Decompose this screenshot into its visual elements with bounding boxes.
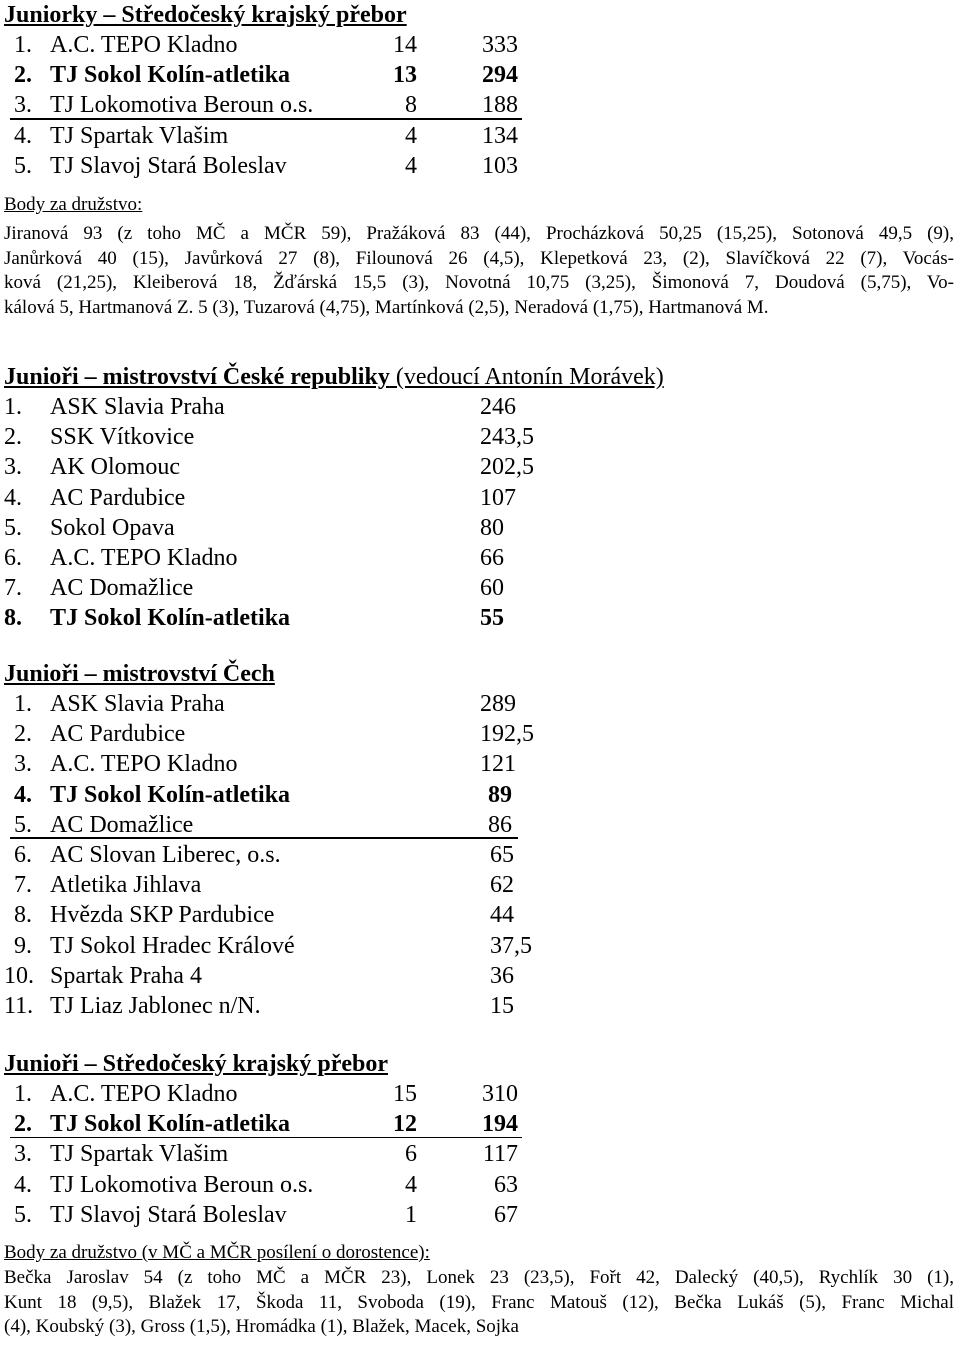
points: 37,5 (490, 932, 532, 959)
rank: 4. (4, 484, 22, 511)
rank: 8. (4, 605, 22, 632)
team-name: TJ Sokol Kolín-atletika (50, 1111, 291, 1138)
table-row (4, 543, 564, 573)
rank: 2. (4, 424, 22, 451)
points: 89 (488, 781, 512, 808)
count: 4 (405, 1171, 417, 1198)
row-underline (10, 1137, 522, 1139)
rank: 4. (14, 781, 32, 808)
team-points-line: Janůrková 40 (15), Javůrková 27 (8), Filounová 26 (4,5), Klepetková 23, (2), Slavíčková 22 (7), Vocás- (4, 247, 954, 269)
points: 188 (482, 92, 518, 119)
team-name: AK Olomouc (50, 454, 180, 481)
team-name: TJ Spartak Vlašim (50, 1141, 229, 1168)
count: 1 (405, 1201, 417, 1228)
team-name: AC Pardubice (50, 484, 186, 511)
rank: 7. (4, 575, 22, 602)
points: 107 (480, 484, 516, 511)
team-name: Atletika Jihlava (50, 872, 202, 899)
count: 4 (405, 122, 417, 149)
rank: 1. (14, 32, 32, 58)
section-heading: Juniorky – Středočeský krajský přebor (4, 2, 407, 28)
rank: 5. (14, 1201, 32, 1228)
count: 15 (393, 1081, 417, 1107)
rank: 3. (14, 92, 32, 119)
rank: 2. (14, 721, 32, 748)
rank: 3. (14, 1141, 32, 1168)
team-name: ASK Slavia Praha (50, 691, 225, 717)
points: 80 (480, 514, 504, 541)
rank: 8. (14, 902, 32, 929)
team-points-label: Body za družstvo (v MČ a MČR posílení o dorostence): (4, 1241, 430, 1263)
points: 63 (494, 1171, 518, 1198)
rank: 2. (14, 1111, 32, 1138)
results-table (4, 689, 564, 1021)
table-row (4, 573, 564, 603)
points: 117 (482, 1141, 518, 1168)
results-table (4, 1079, 524, 1230)
points: 44 (490, 902, 514, 929)
team-name: TJ Lokomotiva Beroun o.s. (50, 92, 314, 119)
points: 121 (480, 751, 516, 778)
rank: 5. (14, 152, 32, 179)
team-name: TJ Lokomotiva Beroun o.s. (50, 1171, 314, 1198)
team-points-line: Bečka Jaroslav 54 (z toho MČ a MČR 23), Lonek 23 (23,5), Fořt 42, Dalecký (40,5), Rychlík 30 (1), (4, 1266, 954, 1288)
section-heading: Junioři – mistrovství Čech (4, 661, 275, 687)
table-row (4, 749, 564, 779)
rank: 3. (4, 454, 22, 481)
rank: 4. (14, 122, 32, 149)
team-name: ASK Slavia Praha (50, 394, 225, 420)
points: 60 (480, 575, 504, 602)
points: 310 (482, 1081, 518, 1107)
rank: 7. (14, 872, 32, 899)
team-points-line: kálová 5, Hartmanová Z. 5 (3), Tuzarová (4,75), Martínková (2,5), Neradová (1,75), Hartmanová M. (4, 296, 769, 318)
rank: 3. (14, 751, 32, 778)
rank: 5. (4, 514, 22, 541)
table-row (4, 780, 564, 810)
points: 134 (482, 122, 518, 149)
section-heading: Junioři – Středočeský krajský přebor (4, 1051, 388, 1077)
table-row (4, 900, 564, 930)
team-points-text (4, 222, 954, 320)
section-juniorky-krajsky-prebor (4, 0, 954, 320)
points: 65 (490, 841, 514, 868)
team-name: A.C. TEPO Kladno (50, 32, 238, 58)
table-row (4, 719, 564, 749)
count: 8 (405, 92, 417, 119)
points: 202,5 (480, 454, 534, 481)
team-name: Spartak Praha 4 (50, 962, 202, 989)
table-row (4, 151, 524, 181)
rank: 1. (4, 394, 22, 420)
points: 86 (488, 811, 512, 838)
table-row (4, 810, 564, 840)
table-row (4, 1139, 524, 1169)
rank: 5. (14, 811, 32, 838)
section-juniori-mcr (4, 362, 664, 634)
team-name: TJ Sokol Kolín-atletika (50, 62, 291, 89)
team-points-line: Jiranová 93 (z toho MČ a MČR 59), Pražáková 83 (44), Procházková 50,25 (15,25), Sotonová 49,5 (9), (4, 222, 954, 244)
points: 192,5 (480, 721, 534, 748)
team-name: A.C. TEPO Kladno (50, 751, 238, 778)
team-points-label: Body za družstvo: (4, 193, 143, 215)
table-row (4, 452, 564, 482)
count: 12 (393, 1111, 417, 1138)
team-name: A.C. TEPO Kladno (50, 1081, 238, 1107)
team-name: AC Domažlice (50, 575, 194, 602)
section-heading: Junioři – mistrovství České republiky (vedoucí Antonín Morávek) (4, 364, 664, 390)
rank: 6. (14, 841, 32, 868)
section-juniori-krajsky-prebor (4, 1049, 954, 1340)
table-row (4, 931, 564, 961)
table-row (4, 840, 564, 870)
rank: 10. (4, 962, 34, 989)
team-points-line: (4), Koubský (3), Gross (1,5), Hromádka (1), Blažek, Macek, Sojka (4, 1316, 519, 1338)
team-name: AC Domažlice (50, 811, 194, 838)
table-row (4, 30, 524, 60)
points: 294 (482, 62, 518, 89)
team-name: TJ Slavoj Stará Boleslav (50, 1201, 287, 1228)
team-name: Sokol Opava (50, 514, 175, 541)
rank: 2. (14, 62, 32, 89)
team-name: TJ Sokol Kolín-atletika (50, 605, 291, 632)
results-table (4, 30, 524, 181)
table-row (4, 1170, 524, 1200)
points: 243,5 (480, 424, 534, 451)
rank: 11. (4, 992, 34, 1019)
table-row (4, 392, 564, 422)
team-points-line: ková (21,25), Kleiberová 18, Žďárská 15,5 (3), Novotná 10,75 (3,25), Šimonová 7, Doudová (5,75), Vo- (4, 272, 954, 294)
points: 289 (480, 691, 516, 717)
table-row (4, 513, 564, 543)
team-name: A.C. TEPO Kladno (50, 544, 238, 571)
count: 6 (405, 1141, 417, 1168)
points: 333 (482, 32, 518, 58)
table-row (4, 991, 564, 1021)
team-name: TJ Liaz Jablonec n/N. (50, 992, 261, 1019)
team-name: TJ Sokol Kolín-atletika (50, 781, 291, 808)
row-underline (10, 118, 522, 120)
team-name: TJ Sokol Hradec Králové (50, 932, 295, 959)
points: 246 (480, 394, 516, 420)
team-name: SSK Vítkovice (50, 424, 195, 451)
team-points-line: Kunt 18 (9,5), Blažek 17, Škoda 11, Svoboda (19), Franc Matouš (12), Bečka Lukáš (5), Franc Michal (4, 1291, 954, 1313)
points: 55 (480, 605, 504, 632)
table-row (4, 483, 564, 513)
count: 4 (405, 152, 417, 179)
results-table (4, 392, 564, 634)
points: 103 (482, 152, 518, 179)
team-points-text (4, 1266, 954, 1340)
table-row (4, 1079, 524, 1109)
rank: 1. (14, 1081, 32, 1107)
team-name: TJ Spartak Vlašim (50, 122, 229, 149)
table-row (4, 1200, 524, 1230)
rank: 4. (14, 1171, 32, 1198)
points: 62 (490, 872, 514, 899)
count: 13 (393, 62, 417, 89)
count: 14 (393, 32, 417, 58)
team-name: TJ Slavoj Stará Boleslav (50, 152, 287, 179)
table-row (4, 121, 524, 151)
row-underline (10, 837, 518, 839)
rank: 6. (4, 544, 22, 571)
team-name: Hvězda SKP Pardubice (50, 902, 275, 929)
table-row (4, 422, 564, 452)
points: 67 (494, 1201, 518, 1228)
rank: 1. (14, 691, 32, 717)
points: 36 (490, 962, 514, 989)
rank: 9. (14, 932, 32, 959)
points: 66 (480, 544, 504, 571)
points: 15 (490, 992, 514, 1019)
table-row (4, 90, 524, 120)
table-row (4, 603, 564, 633)
heading-note: (vedoucí Antonín Morávek) (389, 364, 664, 390)
table-row (4, 1109, 524, 1139)
table-row (4, 60, 524, 90)
table-row (4, 961, 564, 991)
team-name: AC Slovan Liberec, o.s. (50, 841, 281, 868)
section-juniori-mistrovstvi-cech (4, 659, 564, 1021)
table-row (4, 870, 564, 900)
team-name: AC Pardubice (50, 721, 186, 748)
table-row (4, 689, 564, 719)
points: 194 (482, 1111, 518, 1138)
